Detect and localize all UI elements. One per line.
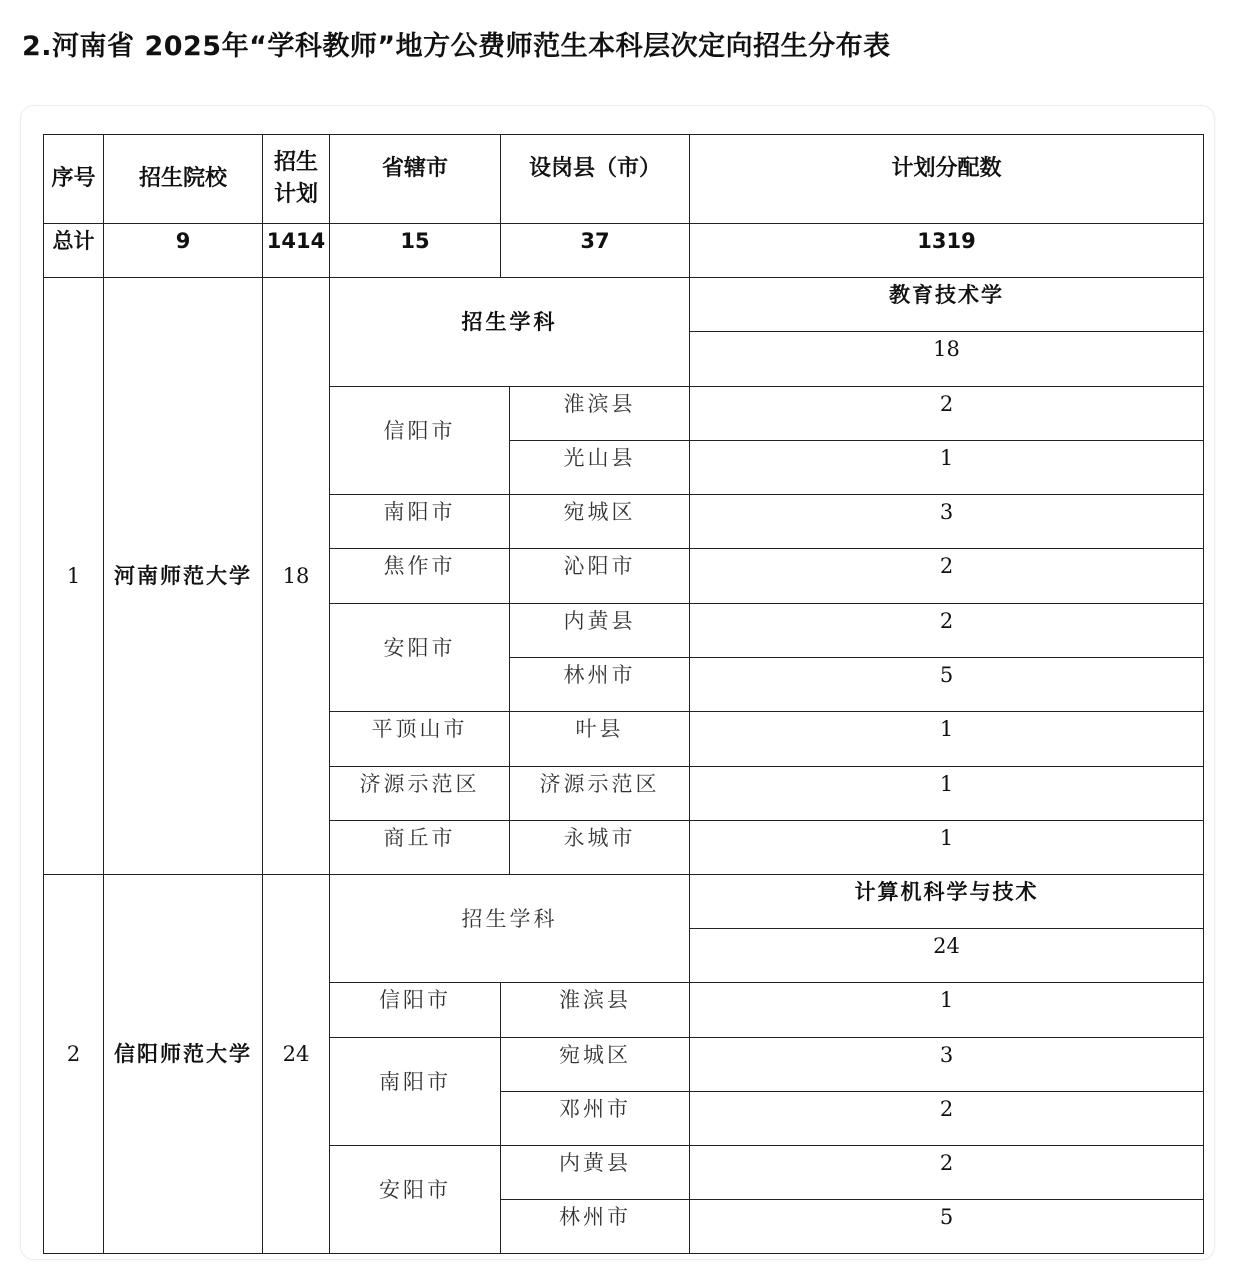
block1-county: 永城市 [563, 826, 636, 850]
total-counties: 37 [580, 229, 610, 253]
block1-count: 3 [939, 500, 954, 524]
block1-count: 1 [939, 772, 954, 796]
block1-count: 2 [939, 554, 954, 578]
block2-count: 2 [939, 1151, 954, 1175]
table-border-bottom [43, 1253, 1204, 1254]
block2-subject-label: 招生学科 [461, 906, 558, 931]
block1-count: 1 [939, 717, 954, 741]
block2-city-nanyang: 南阳市 [379, 1069, 451, 1094]
block1-city-pingdingshan: 平顶山市 [371, 717, 468, 741]
block2-city-xinyang: 信阳市 [379, 988, 451, 1012]
block1-county: 淮滨县 [563, 392, 636, 416]
block1-count: 2 [939, 392, 954, 416]
total-allocation: 1319 [917, 229, 976, 253]
header-school: 招生院校 [138, 166, 227, 191]
block2-city-anyang: 安阳市 [379, 1177, 451, 1202]
block1-plan: 18 [282, 564, 310, 588]
block1-seq: 1 [66, 564, 81, 588]
block2-county: 内黄县 [559, 1151, 631, 1175]
block2-seq: 2 [66, 1042, 81, 1066]
block2-subject-count: 24 [933, 934, 960, 958]
total-schools: 9 [175, 229, 191, 253]
block2-subject: 计算机科学与技术 [854, 880, 1039, 904]
header-county: 设岗县（市） [528, 156, 661, 181]
block2-plan: 24 [282, 1042, 310, 1066]
block1-county: 沁阳市 [563, 554, 636, 578]
block2-count: 2 [939, 1097, 954, 1121]
block1-count: 1 [939, 826, 954, 850]
block1-count: 1 [939, 446, 954, 470]
block1-county: 林州市 [563, 663, 636, 687]
block2-count: 1 [939, 988, 954, 1012]
block1-count: 5 [939, 663, 954, 687]
header-city: 省辖市 [381, 156, 448, 181]
block1-subject: 教育技术学 [889, 283, 1004, 307]
block1-city-xinyang: 信阳市 [383, 418, 456, 443]
block1-subject-count: 18 [933, 337, 960, 361]
block1-city-anyang: 安阳市 [383, 635, 456, 660]
block2-county: 宛城区 [559, 1043, 631, 1067]
block1-county: 宛城区 [563, 500, 636, 524]
block1-county: 光山县 [563, 446, 636, 470]
block1-subject-label: 招生学科 [461, 310, 558, 334]
block2-county: 淮滨县 [559, 988, 631, 1012]
total-label: 总计 [52, 229, 95, 253]
total-cities: 15 [400, 229, 430, 253]
block2-county: 邓州市 [559, 1097, 631, 1121]
block1-city-jiyuan: 济源示范区 [359, 772, 480, 796]
block1-city-nanyang: 南阳市 [383, 500, 456, 524]
block1-count: 2 [939, 609, 954, 633]
block1-city-jiaozuo: 焦作市 [383, 554, 456, 578]
page-title: 2.河南省 2025年“学科教师”地方公费师范生本科层次定向招生分布表 [22, 31, 891, 62]
block1-school: 河南师范大学 [114, 564, 252, 588]
block1-county: 叶县 [575, 717, 624, 741]
block1-county: 内黄县 [563, 609, 636, 633]
block2-count: 5 [939, 1205, 954, 1229]
header-plan-line1: 招生 [273, 150, 318, 175]
block1-county: 济源示范区 [539, 772, 660, 796]
block2-school: 信阳师范大学 [114, 1042, 252, 1066]
table-border-right [1203, 134, 1204, 1254]
header-plan-line2: 计划 [273, 182, 318, 207]
block1-city-shangqiu: 商丘市 [383, 826, 456, 850]
header-allocation: 计划分配数 [891, 156, 1002, 181]
block2-count: 3 [939, 1043, 954, 1067]
total-plan: 1414 [266, 229, 326, 253]
header-plan [263, 135, 329, 223]
block2-county: 林州市 [559, 1205, 631, 1229]
header-seq: 序号 [51, 166, 96, 191]
